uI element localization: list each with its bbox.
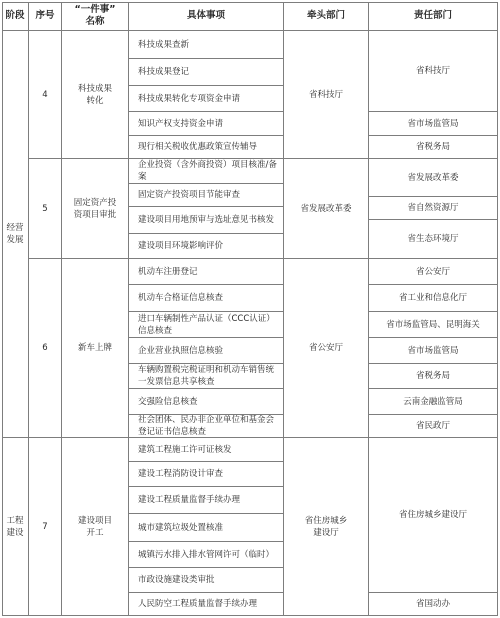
- stage-cell-text: 经营 发展: [6, 223, 24, 245]
- resp-cell-text: 省市场监管局: [407, 118, 459, 129]
- header-item-text: 具体事项: [186, 10, 225, 21]
- resp-cell: [369, 159, 498, 197]
- resp-cell: [369, 197, 498, 220]
- resp-cell-text: 省国动办: [415, 599, 450, 609]
- item-cell-text: 建设项目用地预审与选址意见书核发: [138, 215, 275, 225]
- item-cell-text: 车辆购置税完税证明和机动车销售统一发票信息共享核查: [138, 365, 275, 387]
- resp-cell-text: 省税务局: [415, 371, 450, 381]
- resp-cell-text: 省自然资源厅: [407, 203, 459, 213]
- group-no: [29, 259, 62, 438]
- item-cell-text: 企业投资（含外商投资）项目核准/备案: [138, 160, 277, 182]
- item-cell: [129, 438, 284, 462]
- group-lead-text: 省发展改革委: [300, 203, 352, 214]
- resp-cell-text: 省市场监管局: [407, 345, 459, 356]
- stage-cell-text: 工程 建设: [6, 515, 24, 538]
- item-cell: [129, 415, 284, 438]
- resp-cell: [369, 285, 498, 312]
- header-stage-text: 阶段: [5, 10, 25, 21]
- group-no-text: 7: [42, 521, 48, 532]
- group-name: [62, 438, 129, 616]
- resp-cell-text: 省市场监管局、昆明海关: [386, 319, 480, 330]
- resp-cell-text: 省工业和信息化厅: [398, 293, 467, 303]
- item-cell-text: 企业营业执照信息核验: [138, 345, 224, 356]
- resp-cell: [369, 220, 498, 259]
- item-cell-text: 交强险信息核查: [138, 396, 198, 407]
- item-cell: [129, 542, 284, 568]
- item-cell-text: 建设工程质量监督手续办理: [138, 495, 241, 505]
- item-cell: [129, 159, 284, 184]
- group-name: [62, 159, 129, 259]
- group-lead: [284, 31, 369, 159]
- resp-cell-text: 云南金融监管局: [403, 396, 463, 407]
- header-lead: [284, 2, 369, 31]
- item-cell-text: 科技成果登记: [138, 67, 190, 77]
- resp-cell-text: 省科技厅: [415, 66, 450, 76]
- item-cell-text: 市政设施建设类审批: [138, 575, 215, 585]
- item-cell-text: 建筑工程施工许可证核发: [138, 444, 232, 455]
- item-cell: [129, 112, 284, 136]
- group-no: [29, 31, 62, 159]
- item-cell: [129, 568, 284, 593]
- item-cell-text: 固定资产投资项目节能审查: [138, 190, 241, 200]
- resp-cell: [369, 593, 498, 616]
- item-cell: [129, 312, 284, 338]
- item-cell: [129, 234, 284, 259]
- group-name: [62, 259, 129, 438]
- group-lead-text: 省住房城乡 建设厅: [304, 515, 348, 538]
- item-cell-text: 人民防空工程质量监督手续办理: [138, 599, 258, 609]
- resp-cell: [369, 259, 498, 285]
- item-cell-text: 建设项目环境影响评价: [138, 241, 224, 251]
- resp-cell: [369, 415, 498, 438]
- header-item: [129, 2, 284, 31]
- resp-cell-text: 省住房城乡建设厅: [398, 510, 467, 520]
- stage-cell: [2, 438, 29, 616]
- header-resp-text: 责任部门: [413, 10, 452, 21]
- header-name: [62, 2, 129, 31]
- header-stage: [2, 2, 29, 31]
- item-cell-text: 知识产权支持资金申请: [138, 118, 224, 129]
- group-no-text: 5: [42, 203, 48, 214]
- header-lead-text: 牵头部门: [306, 10, 345, 21]
- resp-cell-text: 省民政厅: [415, 421, 450, 431]
- item-cell: [129, 136, 284, 159]
- item-cell: [129, 31, 284, 59]
- item-cell-text: 建设工程消防设计审查: [138, 469, 224, 479]
- matters-table: [2, 2, 498, 616]
- group-name-text: 科技成果 转化: [77, 83, 112, 106]
- group-no-text: 4: [42, 89, 48, 100]
- item-cell: [129, 207, 284, 234]
- item-cell: [129, 487, 284, 514]
- resp-cell: [369, 312, 498, 338]
- item-cell: [129, 338, 284, 364]
- group-lead: [284, 159, 369, 259]
- resp-cell-text: 省生态环境厅: [407, 234, 459, 244]
- item-cell-text: 进口车辆制性产品认证（CCC认证）信息核查: [138, 313, 275, 336]
- group-lead: [284, 259, 369, 438]
- item-cell: [129, 184, 284, 207]
- header-name-text: “一件事” 名称: [74, 4, 116, 27]
- item-cell-text: 社会团体、民办非企业单位和基金会登记证书信息核查: [138, 415, 275, 437]
- group-no: [29, 438, 62, 616]
- item-cell-text: 机动车合格证信息核查: [138, 293, 224, 303]
- item-cell-text: 城镇污水排入排水管网许可（临时）: [138, 549, 275, 560]
- resp-cell: [369, 389, 498, 415]
- item-cell: [129, 364, 284, 389]
- resp-cell: [369, 31, 498, 112]
- header-no-text: 序号: [35, 10, 55, 21]
- group-name-text: 固定资产投 资项目审批: [73, 197, 117, 220]
- group-lead-text: 省公安厅: [308, 343, 343, 353]
- item-cell: [129, 514, 284, 542]
- item-cell: [129, 285, 284, 312]
- item-cell: [129, 86, 284, 112]
- resp-cell: [369, 112, 498, 136]
- item-cell: [129, 593, 284, 616]
- item-cell-text: 机动车注册登记: [138, 266, 198, 277]
- group-lead-text: 省科技厅: [308, 89, 343, 100]
- item-cell-text: 现行相关税收优惠政策宣传辅导: [138, 142, 258, 152]
- item-cell: [129, 462, 284, 487]
- item-cell: [129, 259, 284, 285]
- group-lead: [284, 438, 369, 616]
- group-no-text: 6: [42, 343, 48, 353]
- resp-cell: [369, 338, 498, 364]
- item-cell: [129, 389, 284, 415]
- header-resp: [369, 2, 498, 31]
- item-cell: [129, 59, 284, 86]
- item-cell-text: 科技成果转化专项资金申请: [138, 93, 241, 104]
- resp-cell-text: 省发展改革委: [407, 172, 459, 183]
- group-name: [62, 31, 129, 159]
- item-cell-text: 城市建筑垃圾处置核准: [138, 522, 224, 533]
- group-name-text: 建设项目 开工: [77, 515, 112, 538]
- stage-cell: [2, 31, 29, 438]
- item-cell-text: 科技成果查新: [138, 39, 190, 50]
- group-name-text: 新车上牌: [77, 343, 112, 353]
- group-no: [29, 159, 62, 259]
- header-no: [29, 2, 62, 31]
- resp-cell-text: 省税务局: [415, 142, 450, 152]
- resp-cell: [369, 136, 498, 159]
- resp-cell-text: 省公安厅: [415, 266, 450, 277]
- resp-cell: [369, 438, 498, 593]
- resp-cell: [369, 364, 498, 389]
